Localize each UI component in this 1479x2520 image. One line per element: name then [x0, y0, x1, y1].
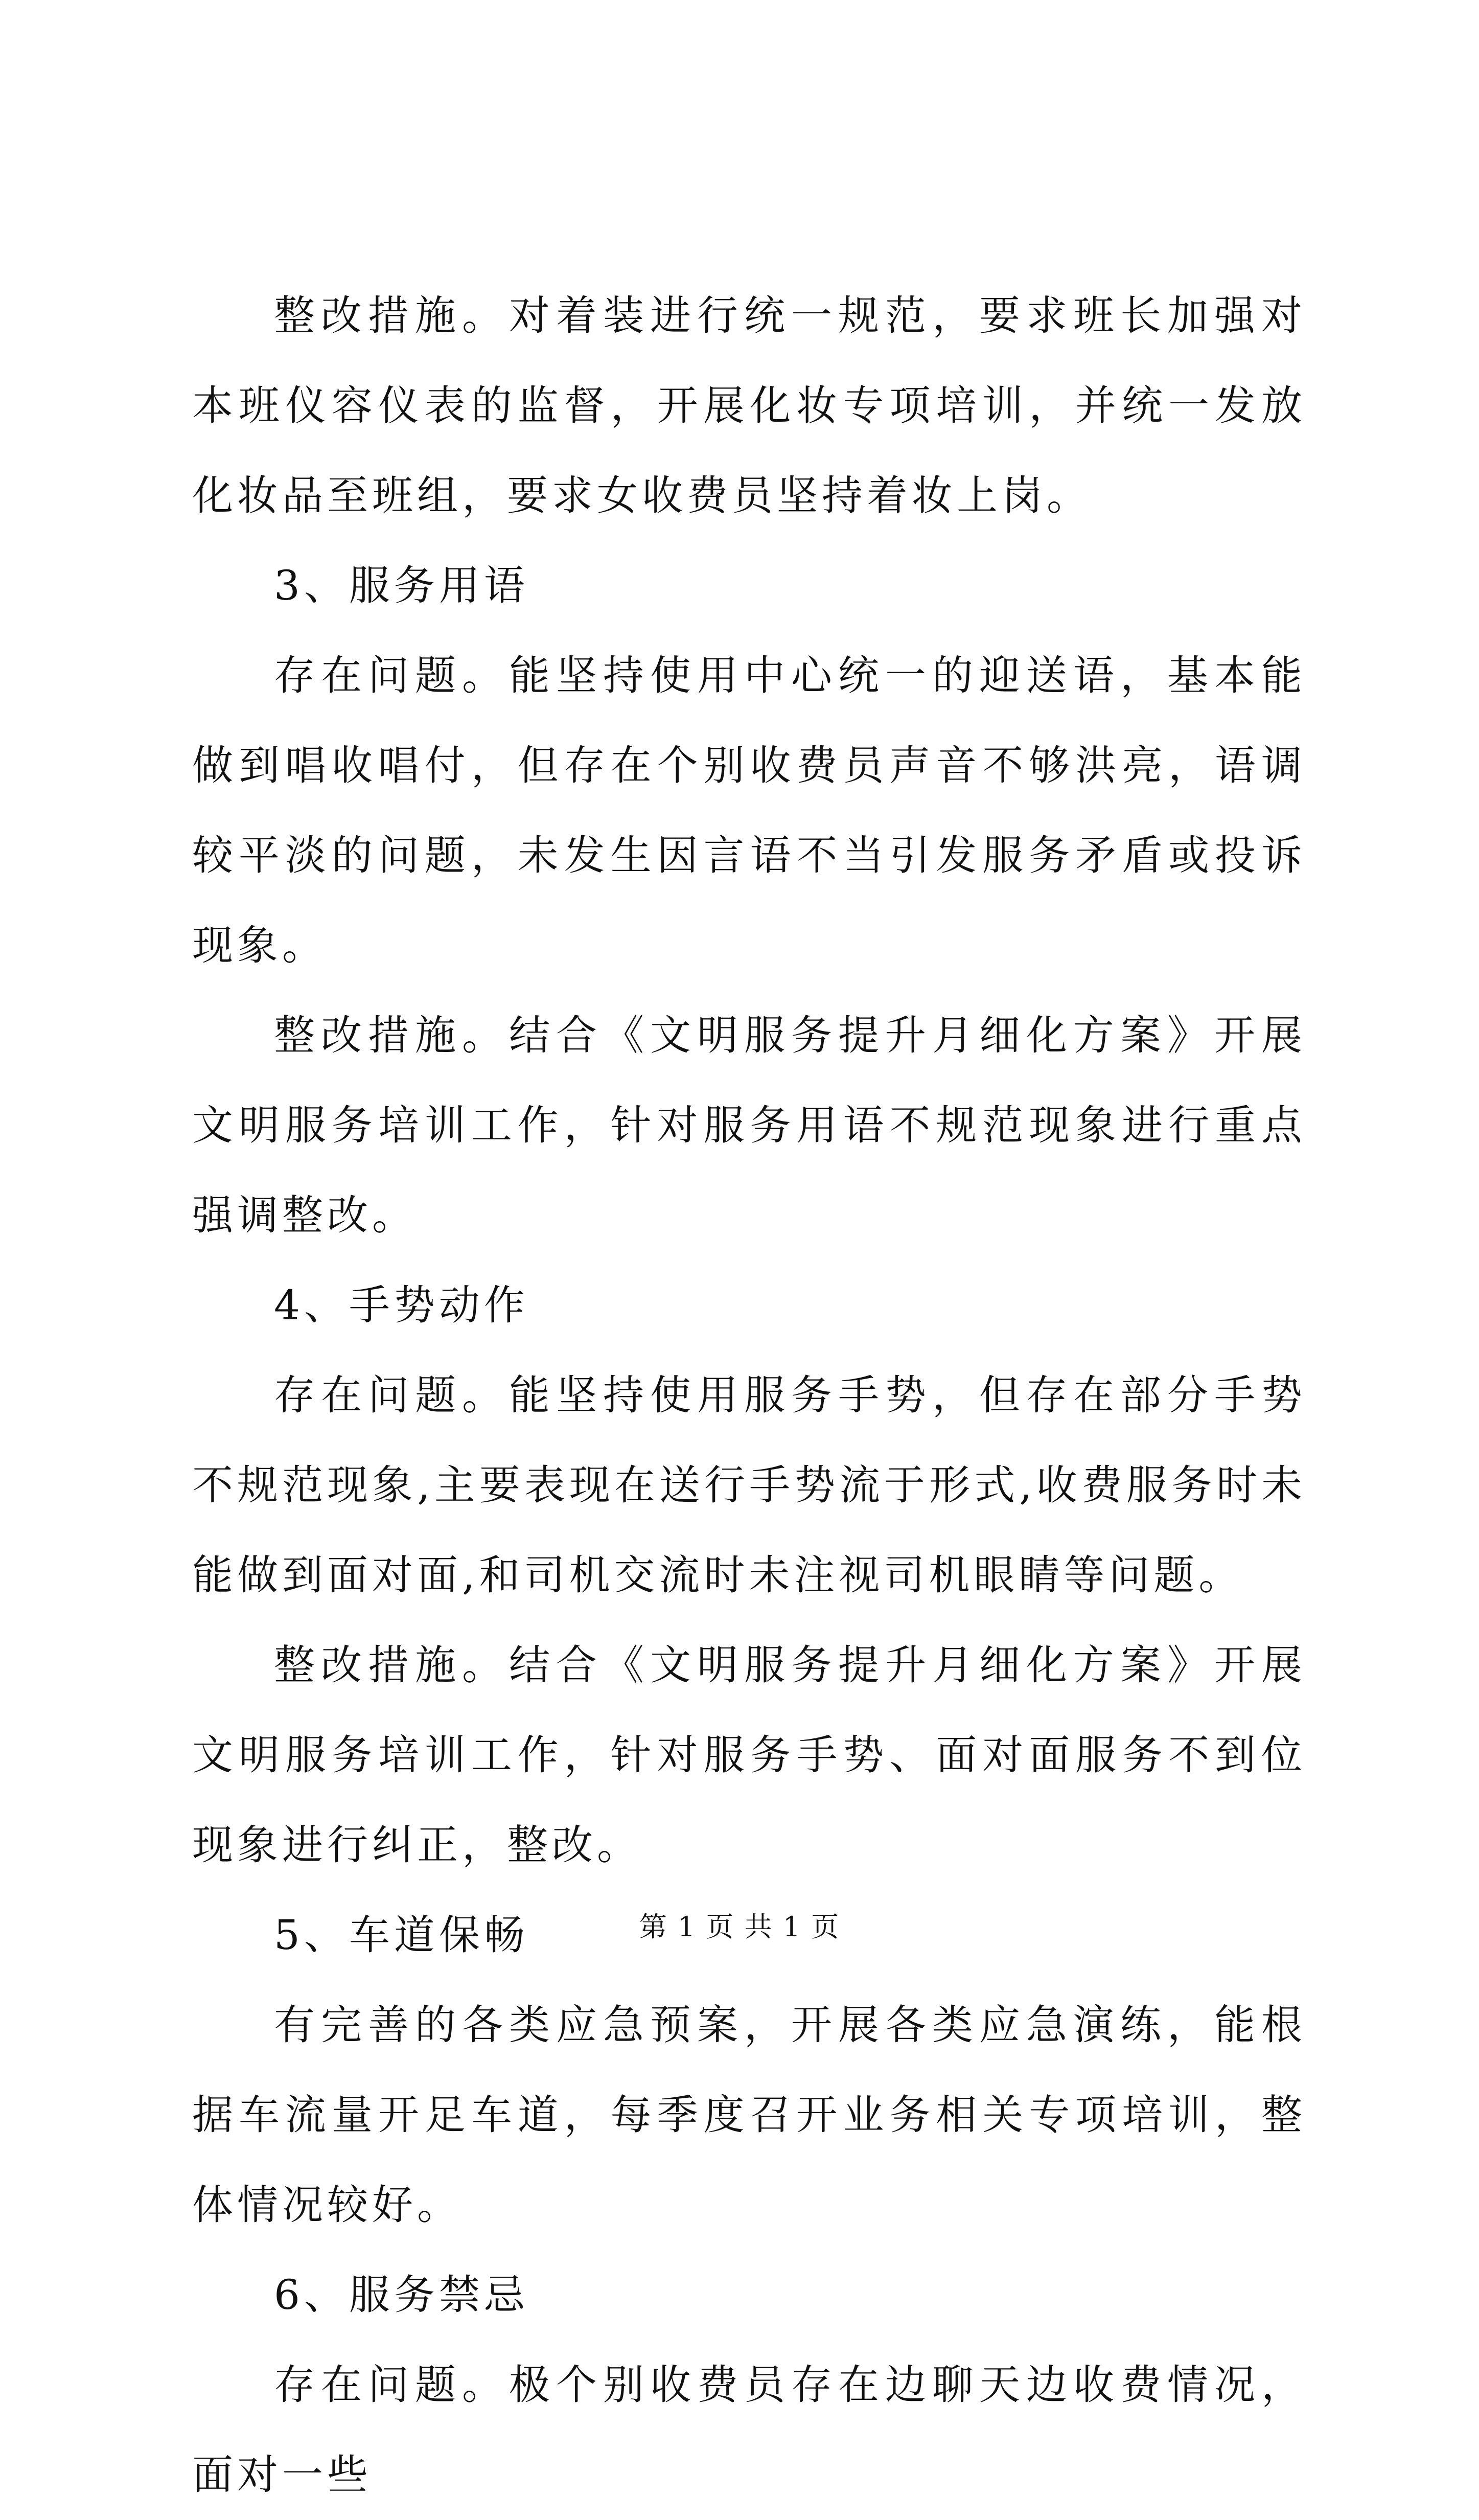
heading-gestures: 4、手势动作: [274, 1281, 529, 1329]
paragraph-rectification-service-language: 整改措施。结合《文明服务提升月细化方案》开展文明服务培训工作，针对服务用语不规范现象进行重点强调整改。: [192, 1012, 1306, 1239]
heading-service-language: 3、服务用语: [274, 562, 529, 609]
paragraph-problem-gestures: 存在问题。能坚持使用服务手势，但存在部分手势不规范现象,主要表现在送行手势流于形式,收费服务时未能做到面对面,和司机交流时未注视司机眼睛等问题。: [192, 1371, 1306, 1599]
heading-service-taboos: 6、服务禁忌: [274, 2271, 529, 2319]
paragraph-rectification-gestures: 整改措施。结合《文明服务提升月细化方案》开展文明服务培训工作，针对服务手势、面对面服务不到位现象进行纠正，整改。: [192, 1641, 1306, 1869]
document-body: [192, 271, 1306, 2520]
paragraph-problem-service-language: 存在问题。能坚持使用中心统一的迎送语，基本能做到唱收唱付，但存在个别收费员声音不够洪亮，语调较平淡的问题，未发生因言语不当引发服务矛盾或投诉现象。: [192, 652, 1306, 969]
page-number-footer: 第 1 页 共 1 页: [639, 1911, 840, 1943]
heading-lane-flow: 5、车道保畅: [274, 1911, 529, 1959]
paragraph-problem-service-taboos: 存在问题。极个别收费员存在边聊天边收费情况，面对一些: [192, 2361, 1306, 2499]
paragraph-lane-flow: 有完善的各类应急预案，开展各类应急演练，能根据车流量开足车道，每季度召开业务相关专项培训，整体情况较好。: [192, 2001, 1306, 2229]
paragraph-rectification-attire: 整改措施。对着装进行统一规范，要求班长加强对本班仪容仪表的监督，开展化妆专项培训，并统一发放化妆品至班组，要求女收费员坚持着妆上岗。: [192, 292, 1306, 519]
